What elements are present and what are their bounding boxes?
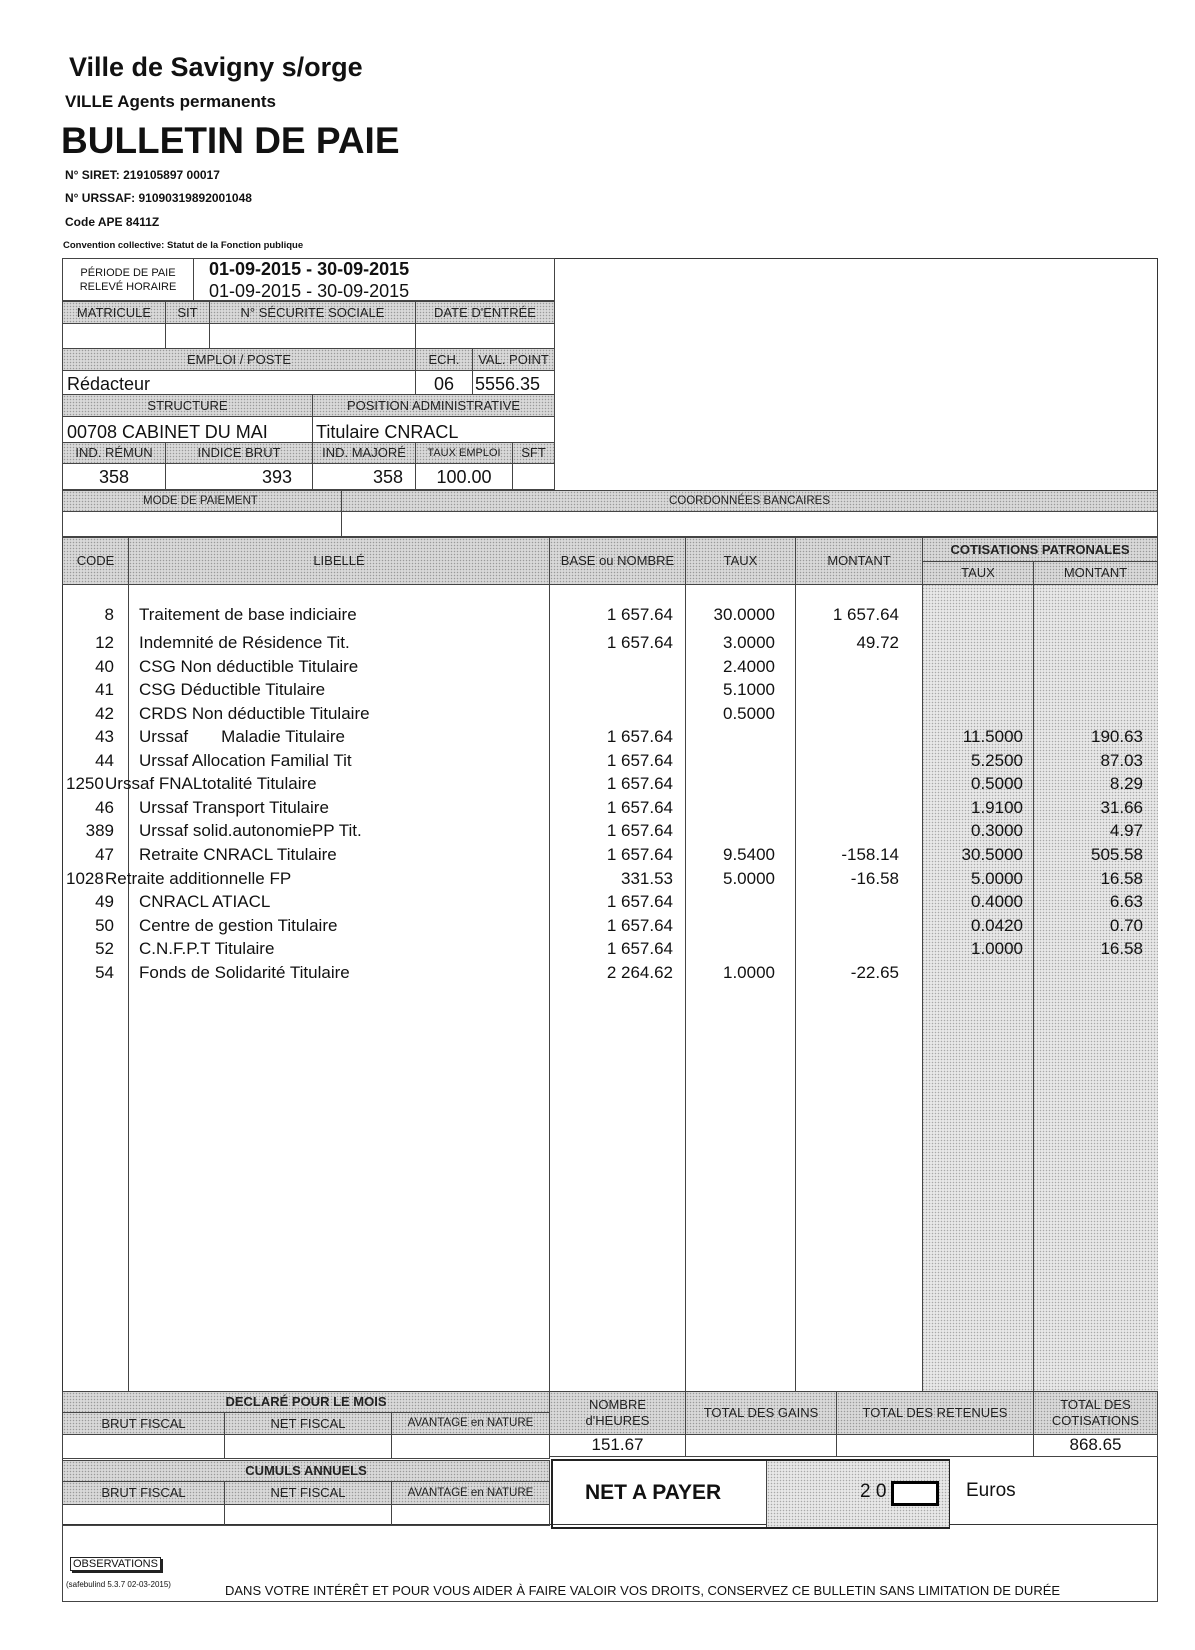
row-code: 42 [95, 704, 114, 723]
patronales-montant-header: MONTANT [1033, 561, 1158, 585]
row-code: 1250 [66, 774, 104, 793]
patronales-header: COTISATIONS PATRONALES [922, 537, 1158, 562]
date-entree-header: DATE D'ENTRÉE [415, 301, 555, 324]
total-cotisations-value: 868.65 [1033, 1434, 1158, 1457]
row-montant: 1 657.64 [832, 605, 899, 624]
period-label: PÉRIODE DE PAIE [80, 267, 176, 279]
total-gains-value [685, 1434, 837, 1457]
row-taux: 3.0000 [723, 633, 775, 652]
cumul-avantage-value [391, 1504, 550, 1526]
row-taux: 0.5000 [723, 704, 775, 723]
table-row [62, 963, 1158, 986]
total-cotisations-header: TOTAL DES COTISATIONS [1033, 1391, 1158, 1435]
table-row [62, 821, 1158, 844]
code-header: CODE [62, 537, 129, 585]
row-patronal-taux: 5.0000 [971, 869, 1023, 888]
row-montant: -22.65 [850, 963, 899, 982]
table-row [62, 680, 1158, 703]
row-code: 43 [95, 727, 114, 746]
date-entree-value [415, 323, 555, 349]
observations-left-rule [62, 1525, 63, 1602]
row-libelle: Retraite CNRACL Titulaire [139, 845, 337, 864]
table-row [62, 892, 1158, 915]
row-code: 41 [95, 680, 114, 699]
sft-header: SFT [512, 442, 555, 464]
cumul-avantage-header: AVANTAGE en NATURE [391, 1481, 550, 1505]
row-libelle: C.N.F.P.T Titulaire [139, 939, 275, 958]
payment-mode-value [62, 511, 342, 537]
row-libelle: Urssaf FNALtotalité Titulaire [105, 774, 317, 793]
row-base: 2 264.62 [606, 963, 673, 982]
table-row [62, 657, 1158, 680]
position-value: Titulaire CNRACL [312, 416, 555, 443]
employer-subtitle: VILLE Agents permanents [65, 92, 276, 111]
cumul-brut-fiscal-value [62, 1504, 225, 1526]
total-retenues-value [836, 1434, 1034, 1457]
patronales-taux-header: TAUX [922, 561, 1034, 585]
table-row [62, 727, 1158, 750]
row-libelle: CSG Non déductible Titulaire [139, 657, 359, 676]
sit-header: SIT [165, 301, 210, 324]
row-code: 47 [95, 845, 114, 864]
row-libelle: Urssaf Maladie Titulaire [139, 727, 345, 746]
row-patronal-taux: 0.5000 [971, 774, 1023, 793]
row-libelle: Traitement de base indiciaire [139, 605, 357, 624]
row-base: 1 657.64 [606, 821, 673, 840]
table-row [62, 704, 1158, 727]
bottom-rule [62, 1601, 1158, 1602]
row-taux: 9.5400 [723, 845, 775, 864]
row-patronal-montant: 505.58 [1091, 845, 1143, 864]
payslip-lines [62, 605, 1158, 995]
convention-collective: Convention collective: Statut de la Fonction publique [63, 240, 304, 251]
table-row [62, 633, 1158, 656]
ind-majore-value: 358 [312, 463, 416, 490]
hours-label: RELEVÉ HORAIRE [79, 281, 177, 293]
ind-remun-header: IND. RÉMUN [62, 442, 166, 464]
row-base: 1 657.64 [606, 633, 673, 652]
declare-header: DECLARÉ POUR LE MOIS [62, 1391, 550, 1413]
total-gains-header: TOTAL DES GAINS [685, 1391, 837, 1435]
val-point-value: 5556.35 [472, 370, 555, 395]
row-libelle: CSG Déductible Titulaire [139, 680, 326, 699]
row-patronal-montant: 190.63 [1091, 727, 1143, 746]
cumuls-header: CUMULS ANNUELS [62, 1460, 550, 1482]
bank-details-header: COORDONNÉES BANCAIRES [341, 490, 1158, 512]
brut-fiscal-value [62, 1434, 225, 1459]
emploi-header: EMPLOI / POSTE [62, 348, 416, 371]
matricule-value [62, 323, 166, 349]
emploi-value: Rédacteur [62, 370, 416, 395]
position-header: POSITION ADMINISTRATIVE [312, 394, 555, 417]
row-taux: 5.0000 [723, 869, 775, 888]
row-patronal-montant: 16.58 [1100, 939, 1143, 958]
observations-label: OBSERVATIONS [70, 1557, 161, 1571]
net-a-payer-box [551, 1459, 950, 1529]
row-patronal-taux: 0.0420 [971, 916, 1023, 935]
indice-brut-header: INDICE BRUT [165, 442, 313, 464]
net-a-payer-value: 2 0 [860, 1481, 887, 1502]
row-patronal-montant: 31.66 [1100, 798, 1143, 817]
montant-header: MONTANT [795, 537, 923, 585]
sit-value [165, 323, 210, 349]
urssaf-number: N° URSSAF: 91090319892001048 [65, 191, 252, 205]
row-libelle: Urssaf solid.autonomiePP Tit. [139, 821, 362, 840]
redaction-box [891, 1481, 939, 1506]
taux-emploi-header: TAUX EMPLOI [415, 442, 513, 464]
table-row [62, 939, 1158, 962]
row-code: 12 [95, 633, 114, 652]
ech-value: 06 [415, 370, 473, 395]
ind-remun-value: 358 [62, 463, 166, 490]
row-libelle: Retraite additionnelle FP [105, 869, 292, 888]
bank-details-value [341, 511, 1158, 537]
avantage-value [391, 1434, 550, 1459]
row-base: 331.53 [621, 869, 673, 888]
row-libelle: CNRACL ATIACL [139, 892, 271, 911]
payment-mode-header: MODE DE PAIEMENT [62, 490, 342, 512]
row-patronal-montant: 4.97 [1109, 821, 1143, 840]
structure-header: STRUCTURE [62, 394, 313, 417]
taux-header: TAUX [685, 537, 796, 585]
row-code: 389 [85, 821, 114, 840]
avantage-header: AVANTAGE en NATURE [391, 1412, 550, 1435]
secu-value [209, 323, 416, 349]
ape-code: Code APE 8411Z [65, 215, 160, 229]
row-libelle: Fonds de Solidarité Titulaire [139, 963, 350, 982]
row-patronal-taux: 30.5000 [961, 845, 1023, 864]
period-value: 01-09-2015 - 30-09-2015 [209, 259, 410, 279]
row-base: 1 657.64 [606, 605, 673, 624]
row-code: 40 [95, 657, 114, 676]
table-row [62, 916, 1158, 939]
document-title: BULLETIN DE PAIE [61, 120, 400, 161]
row-patronal-taux: 0.4000 [971, 892, 1023, 911]
row-montant: -16.58 [850, 869, 899, 888]
val-point-header: VAL. POINT [472, 348, 555, 371]
sft-value [512, 463, 555, 490]
net-a-payer-label: NET A PAYER [585, 1481, 722, 1504]
row-montant: 49.72 [856, 633, 899, 652]
nb-heures-header: NOMBRE d'HEURES [549, 1391, 686, 1435]
taux-emploi-value: 100.00 [415, 463, 513, 490]
row-base: 1 657.64 [606, 892, 673, 911]
row-base: 1 657.64 [606, 939, 673, 958]
row-libelle: Urssaf Allocation Familial Tit [139, 751, 352, 770]
row-taux: 1.0000 [723, 963, 775, 982]
currency-label: Euros [966, 1480, 1016, 1501]
hours-period-value: 01-09-2015 - 30-09-2015 [209, 281, 410, 301]
row-patronal-taux: 1.9100 [971, 798, 1023, 817]
row-patronal-montant: 8.29 [1109, 774, 1143, 793]
total-retenues-header: TOTAL DES RETENUES [836, 1391, 1034, 1435]
row-patronal-montant: 0.70 [1109, 916, 1143, 935]
table-row [62, 869, 1158, 892]
cumul-net-fiscal-value [224, 1504, 392, 1526]
matricule-header: MATRICULE [62, 301, 166, 324]
row-taux: 30.0000 [713, 605, 775, 624]
table-row [62, 751, 1158, 774]
row-taux: 5.1000 [723, 680, 775, 699]
row-patronal-taux: 1.0000 [971, 939, 1023, 958]
row-libelle: Centre de gestion Titulaire [139, 916, 338, 935]
row-libelle: Urssaf Transport Titulaire [139, 798, 329, 817]
cumul-brut-fiscal-header: BRUT FISCAL [62, 1481, 225, 1505]
row-base: 1 657.64 [606, 798, 673, 817]
row-code: 54 [95, 963, 114, 982]
row-code: 8 [104, 605, 114, 624]
row-patronal-montant: 6.63 [1109, 892, 1143, 911]
base-header: BASE ou NOMBRE [549, 537, 686, 585]
software-version: (safebulind 5.3.7 02-03-2015) [66, 1580, 171, 1589]
table-row [62, 774, 1158, 797]
row-code: 52 [95, 939, 114, 958]
ind-majore-header: IND. MAJORÉ [312, 442, 416, 464]
row-montant: -158.14 [841, 845, 899, 864]
retention-notice: DANS VOTRE INTÉRÊT ET POUR VOUS AIDER À FAIRE VALOIR VOS DROITS, CONSERVEZ CE BULLETIN SANS LIMITATION DE DURÉE [225, 1583, 1061, 1598]
net-fiscal-value [224, 1434, 392, 1459]
row-base: 1 657.64 [606, 916, 673, 935]
ech-header: ECH. [415, 348, 473, 371]
net-fiscal-header: NET FISCAL [224, 1412, 392, 1435]
row-code: 1028 [66, 869, 104, 888]
row-patronal-montant: 87.03 [1100, 751, 1143, 770]
row-patronal-montant: 16.58 [1100, 869, 1143, 888]
row-libelle: CRDS Non déductible Titulaire [139, 704, 370, 723]
cumul-net-fiscal-header: NET FISCAL [224, 1481, 392, 1505]
period-values [193, 258, 555, 301]
table-row [62, 845, 1158, 868]
row-base: 1 657.64 [606, 727, 673, 746]
brut-fiscal-header: BRUT FISCAL [62, 1412, 225, 1435]
indice-brut-value: 393 [165, 463, 313, 490]
row-base: 1 657.64 [606, 774, 673, 793]
row-code: 44 [95, 751, 114, 770]
siret-number: N° SIRET: 219105897 00017 [65, 168, 220, 182]
row-taux: 2.4000 [723, 657, 775, 676]
row-code: 46 [95, 798, 114, 817]
libelle-header: LIBELLÉ [128, 537, 550, 585]
structure-value: 00708 CABINET DU MAI [62, 416, 313, 443]
nb-heures-value: 151.67 [549, 1434, 686, 1457]
secu-header: N° SÉCURITE SOCIALE [209, 301, 416, 324]
row-libelle: Indemnité de Résidence Tit. [139, 633, 350, 652]
table-row [62, 798, 1158, 821]
observations-right-rule [1157, 1525, 1158, 1602]
row-code: 50 [95, 916, 114, 935]
table-row [62, 605, 1158, 628]
row-patronal-taux: 0.3000 [971, 821, 1023, 840]
row-patronal-taux: 11.5000 [962, 727, 1023, 746]
row-code: 49 [95, 892, 114, 911]
row-base: 1 657.64 [606, 751, 673, 770]
period-labels [62, 258, 194, 301]
employer-name: Ville de Savigny s/orge [69, 52, 363, 82]
row-base: 1 657.64 [606, 845, 673, 864]
row-patronal-taux: 5.2500 [971, 751, 1023, 770]
